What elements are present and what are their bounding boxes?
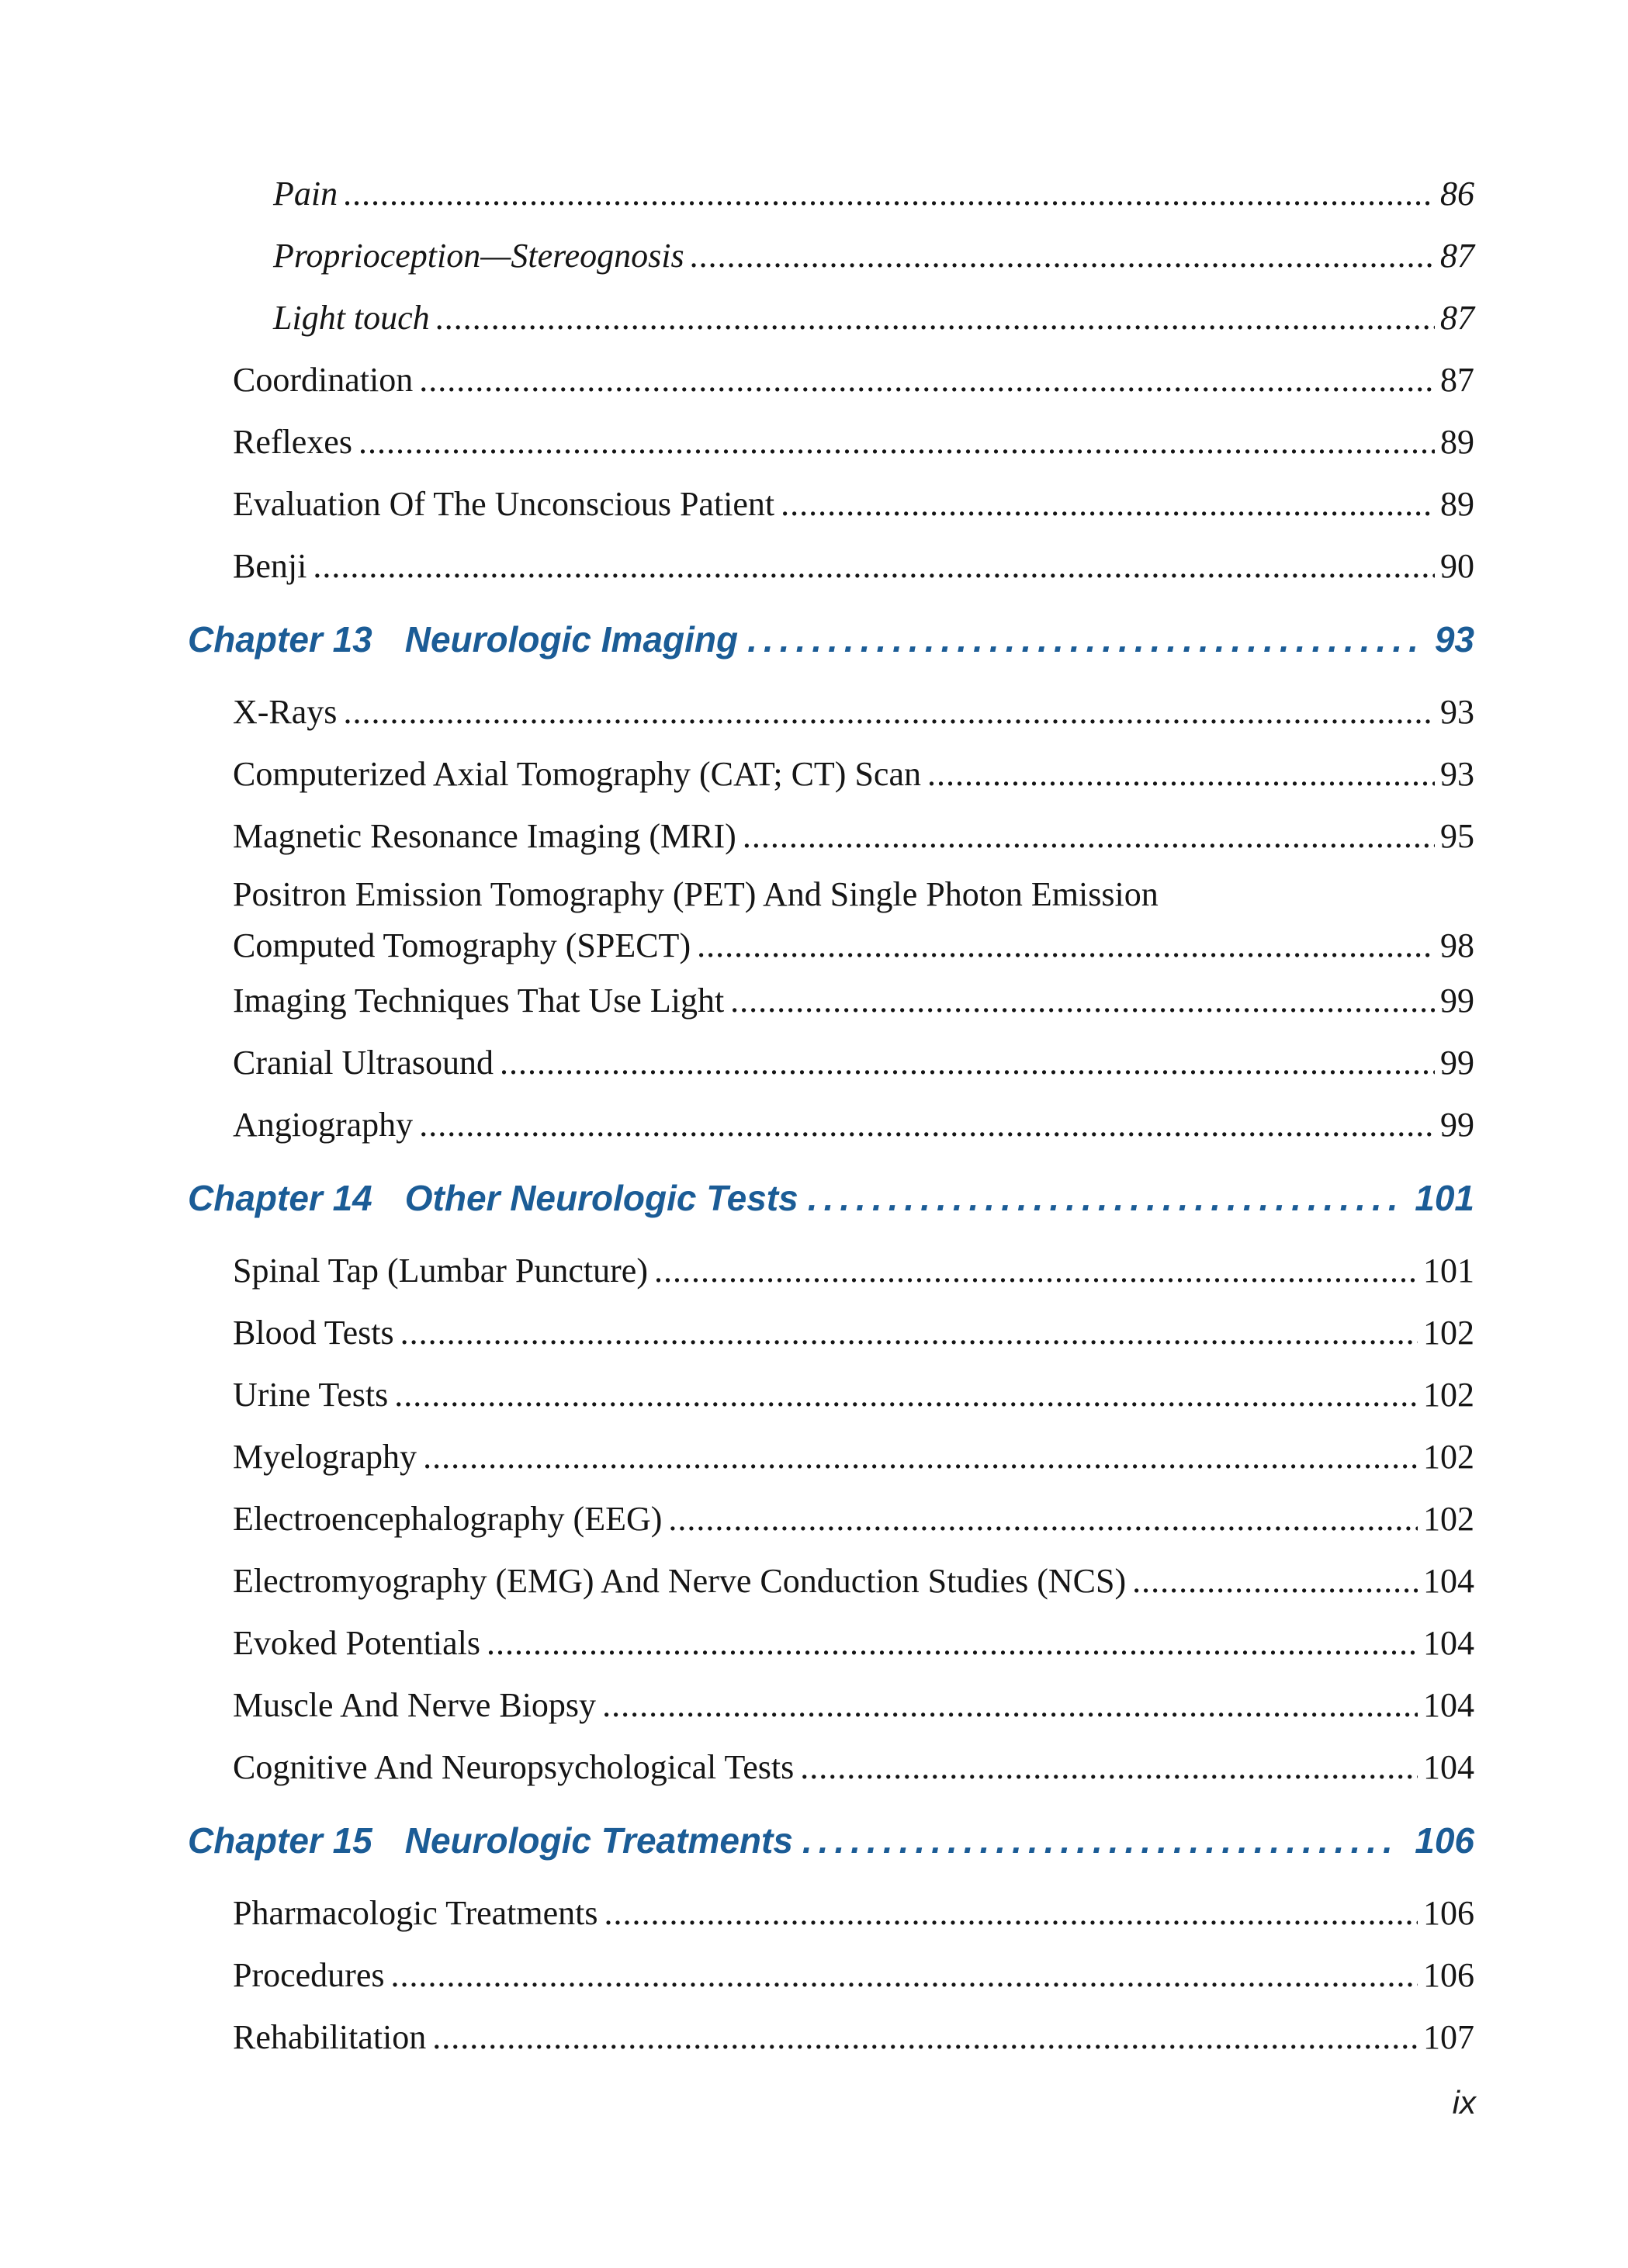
entry-title: Neurologic Treatments xyxy=(404,1820,793,1861)
entry-page-number: 104 xyxy=(1423,1748,1474,1786)
dot-leader xyxy=(596,1674,1418,1736)
entry-page-number: 106 xyxy=(1423,1894,1474,1932)
toc-chapter-entry xyxy=(188,1167,1474,1229)
toc-section-entry xyxy=(233,1240,1474,1302)
entry-page-number: 95 xyxy=(1440,817,1474,855)
dot-leader xyxy=(430,287,1435,349)
entry-title: Urine Tests xyxy=(233,1376,389,1414)
entry-title: Evaluation Of The Unconscious Patient xyxy=(233,485,775,523)
entry-title: Benji xyxy=(233,547,307,585)
entry-title: Procedures xyxy=(233,1956,385,1994)
dot-leader xyxy=(394,1302,1418,1364)
dot-leader xyxy=(388,1364,1418,1426)
dot-leader xyxy=(921,743,1435,805)
toc-section-entry xyxy=(233,473,1474,535)
entry-line2 xyxy=(233,922,1474,970)
entry-title: Myelography xyxy=(233,1438,417,1476)
toc-section-entry xyxy=(233,970,1474,1032)
entry-title: Electromyography (EMG) And Nerve Conduction Studies (NCS) xyxy=(233,1562,1127,1600)
dot-leader xyxy=(598,1882,1418,1944)
entry-title: Cognitive And Neuropsychological Tests xyxy=(233,1748,795,1786)
dot-leader xyxy=(494,1032,1435,1094)
dot-leader xyxy=(648,1240,1418,1302)
entry-title: Reflexes xyxy=(233,423,352,461)
entry-title-line1: Positron Emission Tomography (PET) And Single Photon Emission xyxy=(233,875,1159,913)
entry-title: Rehabilitation xyxy=(233,2018,427,2056)
entry-title: Imaging Techniques That Use Light xyxy=(233,982,725,1020)
entry-page-number: 87 xyxy=(1440,299,1474,337)
toc-section-entry xyxy=(233,1032,1474,1094)
entry-page-number: 102 xyxy=(1423,1314,1474,1352)
toc-section-entry xyxy=(233,1094,1474,1156)
toc-section-entry xyxy=(233,681,1474,743)
entry-page-number: 102 xyxy=(1423,1438,1474,1476)
entry-page-number: 93 xyxy=(1440,755,1474,793)
toc-section-entry xyxy=(233,1364,1474,1426)
toc-section-entry xyxy=(233,1736,1474,1799)
dot-leader xyxy=(413,349,1435,411)
entry-page-number: 89 xyxy=(1440,423,1474,461)
dot-leader xyxy=(794,1736,1418,1799)
entry-page-number: 106 xyxy=(1415,1820,1474,1861)
entry-title: Light touch xyxy=(273,299,430,337)
toc-section-entry xyxy=(233,743,1474,805)
entry-page-number: 99 xyxy=(1440,1044,1474,1082)
toc-section-entry xyxy=(233,1302,1474,1364)
toc-section-entry xyxy=(233,1612,1474,1674)
chapter-label: Chapter 15 xyxy=(188,1820,372,1861)
dot-leader xyxy=(417,1426,1418,1488)
entry-page-number: 101 xyxy=(1423,1252,1474,1290)
toc-subsection-entry xyxy=(273,163,1474,225)
entry-page-number: 102 xyxy=(1423,1500,1474,1538)
dot-leader xyxy=(774,473,1435,535)
toc-subsection-entry xyxy=(273,287,1474,349)
dot-leader xyxy=(352,411,1435,473)
dot-leader xyxy=(413,1094,1435,1156)
entry-page-number: 104 xyxy=(1423,1562,1474,1600)
toc-section-entry xyxy=(233,411,1474,473)
dot-leader xyxy=(337,681,1435,743)
chapter-label: Chapter 13 xyxy=(188,619,372,660)
toc-chapter-entry xyxy=(188,1809,1474,1872)
entry-title-line2: Computed Tomography (SPECT) xyxy=(233,926,691,964)
toc-section-entry xyxy=(233,805,1474,867)
entry-title: Angiography xyxy=(233,1106,414,1144)
toc-section-entry xyxy=(233,867,1474,970)
dot-leader xyxy=(793,1809,1399,1872)
entry-title: Cranial Ultrasound xyxy=(233,1044,494,1082)
dot-leader xyxy=(1126,1550,1418,1612)
entry-page-number: 99 xyxy=(1440,982,1474,1020)
dot-leader xyxy=(480,1612,1418,1674)
entry-page-number: 90 xyxy=(1440,547,1474,585)
entry-title: Electroencephalography (EEG) xyxy=(233,1500,663,1538)
dot-leader xyxy=(662,1488,1418,1550)
chapter-label: Chapter 14 xyxy=(188,1178,372,1218)
entry-page-number: 107 xyxy=(1423,2018,1474,2056)
entry-title: Blood Tests xyxy=(233,1314,394,1352)
entry-page-number: 93 xyxy=(1434,619,1474,660)
toc-chapter-entry xyxy=(188,608,1474,670)
page-number: ix xyxy=(1452,2084,1476,2121)
entry-title: Proprioception—Stereognosis xyxy=(273,237,684,275)
toc-section-entry xyxy=(233,1674,1474,1736)
entry-title: Spinal Tap (Lumbar Puncture) xyxy=(233,1252,648,1290)
dot-leader xyxy=(724,970,1435,1032)
toc-section-entry xyxy=(233,349,1474,411)
dot-leader xyxy=(691,922,1435,970)
entry-page-number: 101 xyxy=(1415,1178,1474,1218)
entry-title: Pharmacologic Treatments xyxy=(233,1894,598,1932)
toc-section-entry xyxy=(233,1426,1474,1488)
entry-page-number: 93 xyxy=(1440,693,1474,731)
entry-title: Computerized Axial Tomography (CAT; CT) Scan xyxy=(233,755,921,793)
entry-title: Other Neurologic Tests xyxy=(404,1178,798,1218)
entry-title: Coordination xyxy=(233,361,414,399)
entry-page-number: 86 xyxy=(1440,175,1474,213)
dot-leader xyxy=(736,805,1435,867)
toc-section-entry xyxy=(233,2007,1474,2069)
entry-page-number: 106 xyxy=(1423,1956,1474,1994)
entry-title: Muscle And Nerve Biopsy xyxy=(233,1686,597,1724)
dot-leader xyxy=(426,2007,1418,2069)
entry-page-number: 98 xyxy=(1440,926,1474,964)
entry-title: Pain xyxy=(273,175,338,213)
toc-section-entry xyxy=(233,1488,1474,1550)
entry-title: Evoked Potentials xyxy=(233,1624,480,1662)
dot-leader xyxy=(338,163,1435,225)
toc-subsection-entry xyxy=(273,225,1474,287)
entry-title: X-Rays xyxy=(233,693,338,731)
dot-leader xyxy=(385,1944,1418,2007)
entry-page-number: 104 xyxy=(1423,1686,1474,1724)
entry-page-number: 87 xyxy=(1440,361,1474,399)
dot-leader xyxy=(738,608,1419,670)
entry-title: Neurologic Imaging xyxy=(404,619,739,660)
entry-page-number: 104 xyxy=(1423,1624,1474,1662)
entry-page-number: 89 xyxy=(1440,485,1474,523)
dot-leader xyxy=(684,225,1435,287)
toc-section-entry xyxy=(233,535,1474,597)
entry-page-number: 99 xyxy=(1440,1106,1474,1144)
entry-page-number: 87 xyxy=(1440,237,1474,275)
dot-leader xyxy=(798,1167,1400,1229)
dot-leader xyxy=(307,535,1435,597)
entry-page-number: 102 xyxy=(1423,1376,1474,1414)
toc-section-entry xyxy=(233,1882,1474,1944)
entry-title: Magnetic Resonance Imaging (MRI) xyxy=(233,817,736,855)
toc-section-entry xyxy=(233,1944,1474,2007)
toc-section-entry xyxy=(233,1550,1474,1612)
